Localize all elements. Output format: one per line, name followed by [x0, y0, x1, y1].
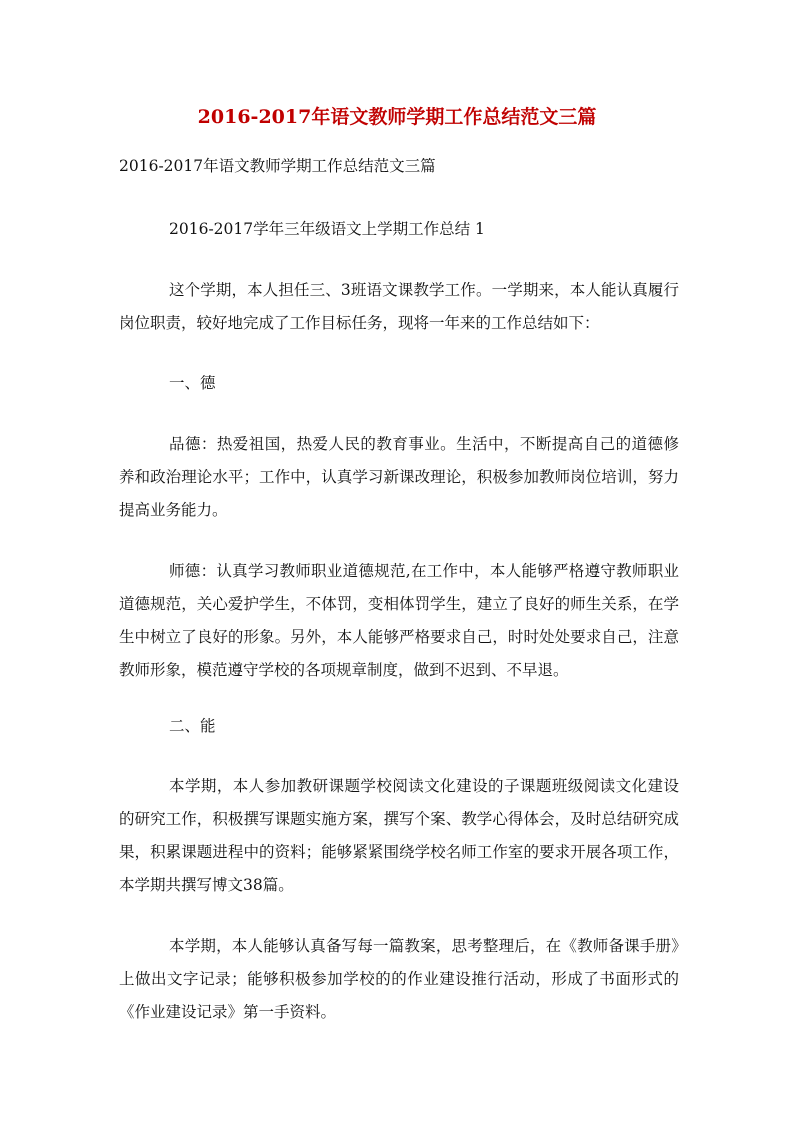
paragraph-character: 品德：热爱祖国，热爱人民的教育事业。生活中，不断提高自己的道德修养和政治理论水平；工作中，认真学习新课改理论，积极参加教师岗位培训，努力提高业务能力。: [119, 435, 679, 519]
intro-paragraph: 这个学期，本人担任三、3班语文课教学工作。一学期来，本人能认真履行岗位职责，较好地完成了工作目标任务，现将一年来的工作总结如下：: [119, 281, 679, 332]
heading-morality: 一、德: [169, 374, 216, 392]
section-heading: 2016-2017学年三年级语文上学期工作总结 1: [169, 220, 485, 238]
paragraph-lesson-prep: 本学期，本人能够认真备写每一篇教案，思考整理后，在《教师备课手册》上做出文字记录；能够积极参加学校的的作业建设推行活动，形成了书面形式的《作业建设记录》第一手资料。: [119, 937, 679, 1021]
paragraph-research: 本学期，本人参加教研课题学校阅读文化建设的子课题班级阅读文化建设的研究工作，积极撰写课题实施方案，撰写个案、教学心得体会，及时总结研究成果，积累课题进程中的资料；能够紧紧围绕学校名师工作室的要求开展各项工作，本学期共撰写博文38篇。: [119, 777, 679, 894]
document-subtitle: 2016-2017年语文教师学期工作总结范文三篇: [119, 157, 436, 175]
paragraph-teacher-ethics: 师德：认真学习教师职业道德规范,在工作中，本人能够严格遵守教师职业道德规范，关心爱护学生，不体罚，变相体罚学生，建立了良好的师生关系，在学生中树立了良好的形象。另外，本人能够严格要求自己，时时处处要求自己，注意教师形象，模范遵守学校的各项规章制度，做到不迟到、不早退。: [119, 562, 679, 679]
document-title: 2016-2017年语文教师学期工作总结范文三篇: [197, 106, 597, 128]
heading-ability: 二、能: [169, 717, 216, 735]
